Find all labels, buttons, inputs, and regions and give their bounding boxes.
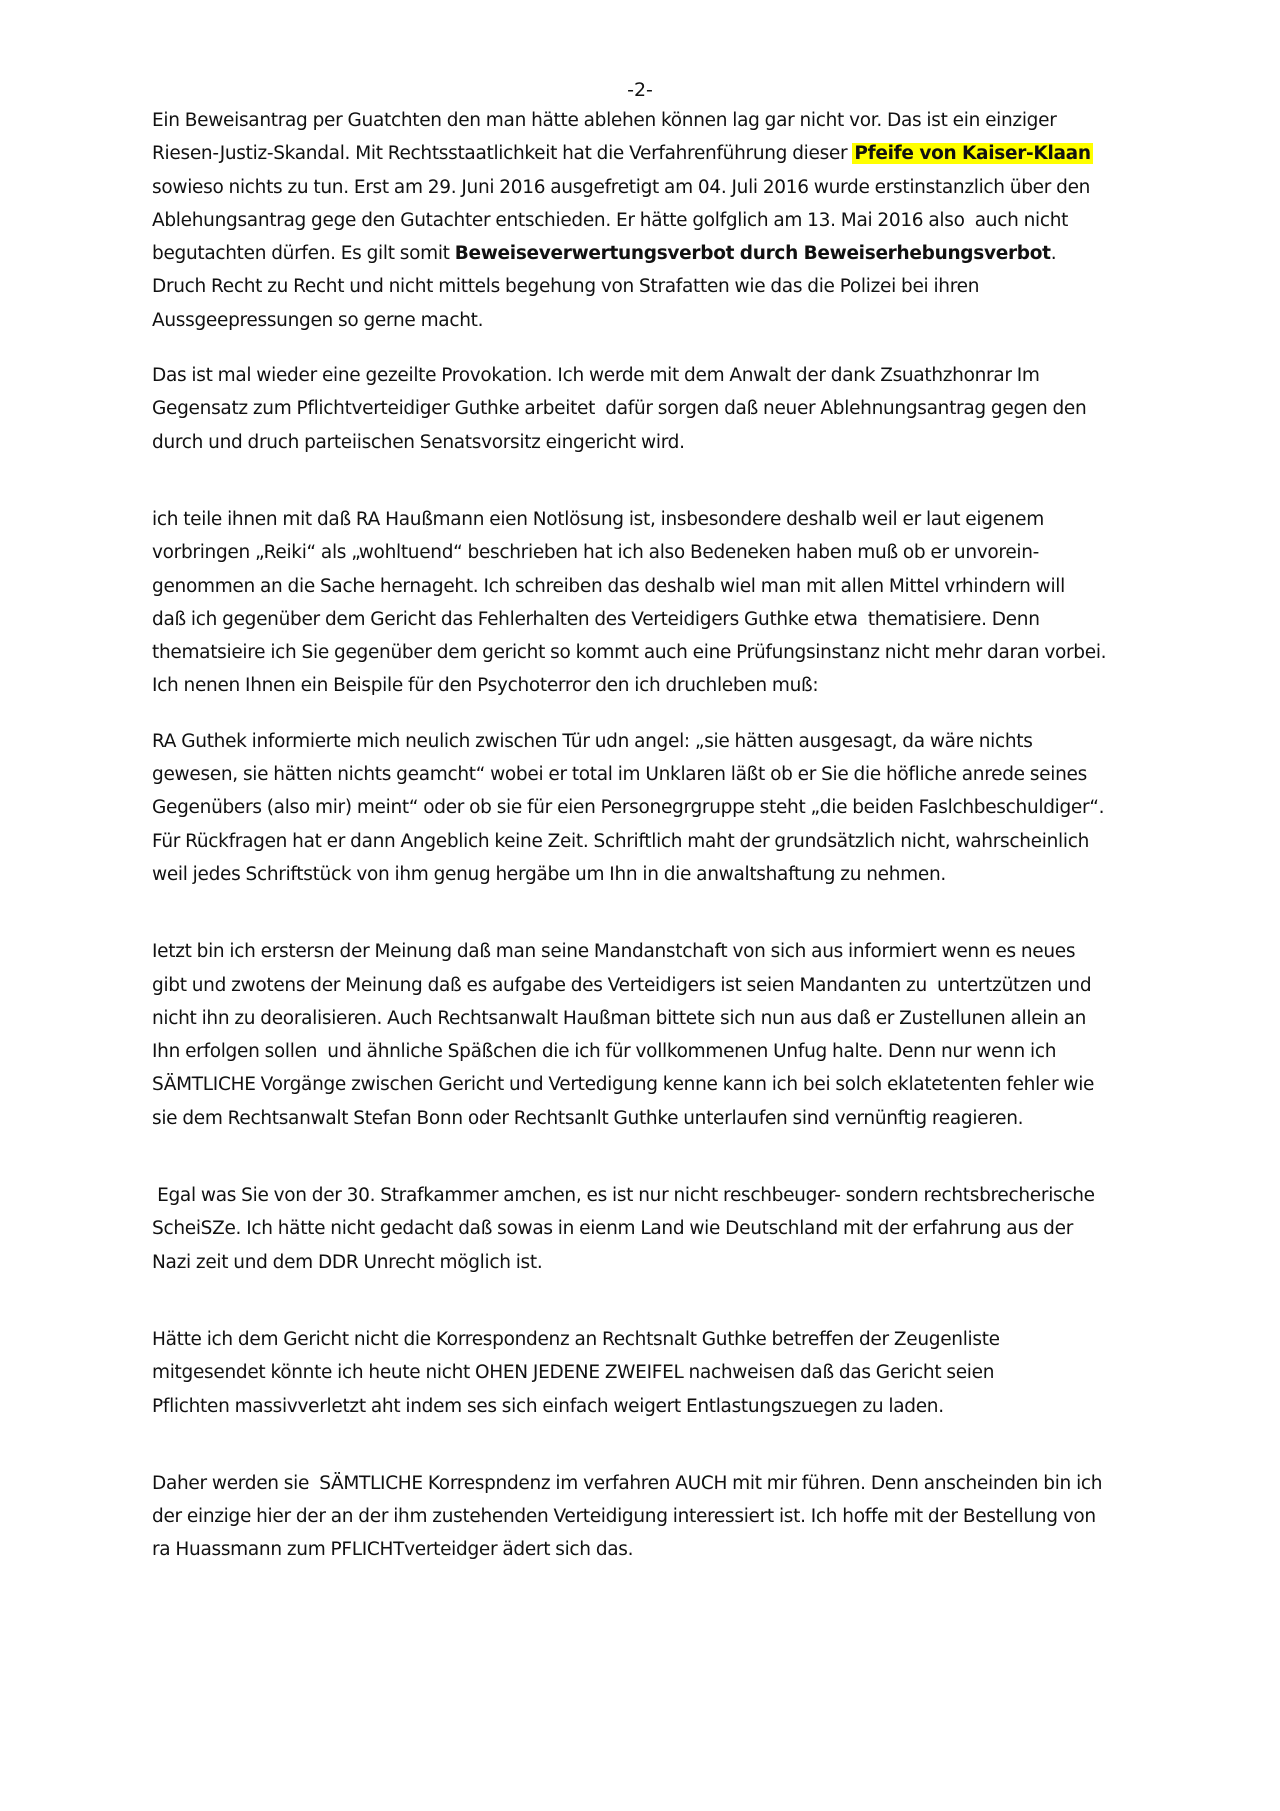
text-segment: Ein Beweisantrag per Guatchten den man hätte ablehen können lag gar nicht vor. Das ist ein einziger <box>152 110 1057 131</box>
text-segment: Aussgeepressungen so gerne macht. <box>152 309 484 331</box>
text-segment: genommen an die Sache hernageht. Ich schreiben das deshalb wiel man mit allen Mittel vrhindern will <box>152 575 1065 597</box>
text-line <box>152 536 1192 569</box>
text-line <box>152 503 1192 536</box>
text-line <box>152 1035 1192 1068</box>
text-line <box>152 669 1192 702</box>
paragraph-spacer <box>152 703 1192 725</box>
text-line <box>152 237 1192 270</box>
text-segment: sowieso nichts zu tun. Erst am 29. Juni 2016 ausgefretigt am 04. Juli 2016 wurde erstinstanzlich über den <box>152 176 1091 198</box>
text-line <box>152 359 1192 392</box>
text-line <box>152 1356 1192 1389</box>
text-line <box>152 1179 1192 1212</box>
text-line <box>152 603 1192 636</box>
text-segment: Ietzt bin ich erstersn der Meinung daß man seine Mandanstchaft von sich aus informiert wenn es neues <box>152 941 1076 963</box>
text-line <box>152 204 1192 237</box>
text-line <box>152 304 1192 337</box>
text-line <box>152 1068 1192 1101</box>
letter-body <box>152 104 1192 1567</box>
text-line <box>152 171 1192 204</box>
paragraph-spacer <box>152 337 1192 359</box>
text-segment: vorbringen „Reiki“ als „wohltuend“ beschrieben hat ich also Bedeneken haben muß ob er unvorein- <box>152 542 1040 564</box>
paragraph <box>152 104 1192 337</box>
paragraph-spacer <box>152 459 1192 503</box>
text-segment: weil jedes Schriftstück von ihm genug hergäbe um Ihn in die anwaltshaftung zu nehmen. <box>152 863 946 885</box>
bold-text: Beweiseverwertungsverbot durch Beweiserhebungsverbot <box>454 243 1051 265</box>
text-line <box>152 758 1192 791</box>
text-line <box>152 969 1192 1002</box>
text-line <box>152 1533 1192 1566</box>
text-line <box>152 935 1192 968</box>
text-segment: Für Rückfragen hat er dann Angeblich keine Zeit. Schriftlich maht der grundsätzlich nicht, wahrscheinlich <box>152 830 1090 852</box>
text-line <box>152 1467 1192 1500</box>
text-segment: durch und druch parteiischen Senatsvorsitz eingericht wird. <box>152 431 685 453</box>
text-line <box>152 137 1192 170</box>
paragraph <box>152 1179 1192 1279</box>
text-segment: Ihn erfolgen sollen und ähnliche Späßchen die ich für vollkommenen Unfug halte. Denn nur wenn ich <box>152 1041 1057 1063</box>
text-segment: Riesen-Justiz-Skandal. Mit Rechtsstaatlichkeit hat die Verfahrenführung dieser <box>152 143 853 165</box>
text-line <box>152 1002 1192 1035</box>
page-number: -2- <box>627 79 653 101</box>
paragraph-spacer <box>152 891 1192 935</box>
text-segment: Ich nenen Ihnen ein Beispile für den Psychoterror den ich druchleben muß: <box>152 675 819 697</box>
text-line <box>152 1500 1192 1533</box>
text-segment: Gegensatz zum Pflichtverteidiger Guthke arbeitet dafür sorgen daß neuer Ablehnungsantrag gegen den <box>152 398 1087 420</box>
text-line <box>152 1390 1192 1423</box>
text-line <box>152 636 1192 669</box>
text-segment: ScheiSZe. Ich hätte nicht gedacht daß sowas in eienm Land wie Deutschland mit der erfahrung aus der <box>152 1218 1074 1240</box>
text-line <box>152 270 1192 303</box>
text-line <box>152 104 1192 137</box>
text-segment: der einzige hier der an der ihm zustehenden Verteidigung interessiert ist. Ich hoffe mit der Bestellung von <box>152 1506 1096 1528</box>
text-line <box>152 392 1192 425</box>
text-segment: mitgesendet könnte ich heute nicht OHEN JEDENE ZWEIFEL nachweisen daß das Gericht seien <box>152 1362 995 1384</box>
text-segment: RA Guthek informierte mich neulich zwischen Tür udn angel: „sie hätten ausgesagt, da wäre nichts <box>152 730 1033 752</box>
text-segment: sie dem Rechtsanwalt Stefan Bonn oder Rechtsanlt Guthke unterlaufen sind vernünftig reagieren. <box>152 1107 1024 1129</box>
text-line <box>152 725 1192 758</box>
paragraph-spacer <box>152 1423 1192 1467</box>
text-line <box>152 426 1192 459</box>
text-segment: gibt und zwotens der Meinung daß es aufgabe des Verteidigers ist seien Mandanten zu untertzützen und <box>152 974 1092 996</box>
text-segment: ra Huassmann zum PFLICHTverteidger ädert sich das. <box>152 1539 634 1561</box>
text-segment: Gegenübers (also mir) meint“ oder ob sie für eien Personegrgruppe steht „die beiden Faslchbeschuldiger“. <box>152 797 1105 819</box>
text-segment: thematsieire ich Sie gegenüber dem gericht so kommt auch eine Prüfungsinstanz nicht mehr daran vorbei. <box>152 642 1107 664</box>
text-segment: Das ist mal wieder eine gezeilte Provokation. Ich werde mit dem Anwalt der dank Zsuathzhonrar Im <box>152 365 1040 387</box>
text-segment: Pflichten massivverletzt aht indem ses sich einfach weigert Entlastungszuegen zu laden. <box>152 1395 944 1417</box>
text-segment: ich teile ihnen mit daß RA Haußmann eien Notlösung ist, insbesondere deshalb weil er laut eigenem <box>152 508 1044 530</box>
paragraph <box>152 359 1192 459</box>
paragraph-spacer <box>152 1135 1192 1179</box>
text-segment: Egal was Sie von der 30. Strafkammer amchen, es ist nur nicht reschbeuger- sondern rechtsbrecherische <box>152 1185 1095 1207</box>
paragraph <box>152 1467 1192 1567</box>
paragraph-spacer <box>152 1279 1192 1323</box>
text-segment: Daher werden sie SÄMTLICHE Korrespndenz im verfahren AUCH mit mir führen. Denn anscheinden bin ich <box>152 1472 1103 1494</box>
highlighted-text: Pfeife von Kaiser-Klaan <box>854 143 1091 165</box>
text-line <box>152 825 1192 858</box>
text-segment: nicht ihn zu deoralisieren. Auch Rechtsanwalt Haußman bittete sich nun aus daß er Zustellunen allein an <box>152 1007 1087 1029</box>
text-segment: Nazi zeit und dem DDR Unrecht möglich ist. <box>152 1251 543 1273</box>
text-segment: SÄMTLICHE Vorgänge zwischen Gericht und Vertedigung kenne kann ich bei solch eklatetenten fehler wie <box>152 1074 1095 1096</box>
text-segment: begutachten dürfen. Es gilt somit <box>152 243 455 265</box>
text-line <box>152 1246 1192 1279</box>
paragraph <box>152 935 1192 1135</box>
text-segment: Druch Recht zu Recht und nicht mittels begehung von Strafatten wie das die Polizei bei ihren <box>152 276 980 298</box>
text-line <box>152 1323 1192 1356</box>
text-line <box>152 1212 1192 1245</box>
text-segment: Ablehungsantrag gege den Gutachter entschieden. Er hätte golfglich am 13. Mai 2016 also auch nicht <box>152 209 1069 231</box>
text-line <box>152 791 1192 824</box>
text-line <box>152 1102 1192 1135</box>
paragraph <box>152 1323 1192 1423</box>
text-line <box>152 570 1192 603</box>
text-segment: daß ich gegenüber dem Gericht das Fehlerhalten des Verteidigers Guthke etwa thematisiere. Denn <box>152 608 1040 630</box>
text-line <box>152 858 1192 891</box>
text-segment: . <box>1050 243 1057 265</box>
text-segment: gewesen, sie hätten nichts geamcht“ wobei er total im Unklaren läßt ob er Sie die höfliche anrede seines <box>152 764 1087 786</box>
paragraph <box>152 503 1192 703</box>
text-segment: Hätte ich dem Gericht nicht die Korrespondenz an Rechtsnalt Guthke betreffen der Zeugenliste <box>152 1328 1000 1350</box>
paragraph <box>152 725 1192 891</box>
